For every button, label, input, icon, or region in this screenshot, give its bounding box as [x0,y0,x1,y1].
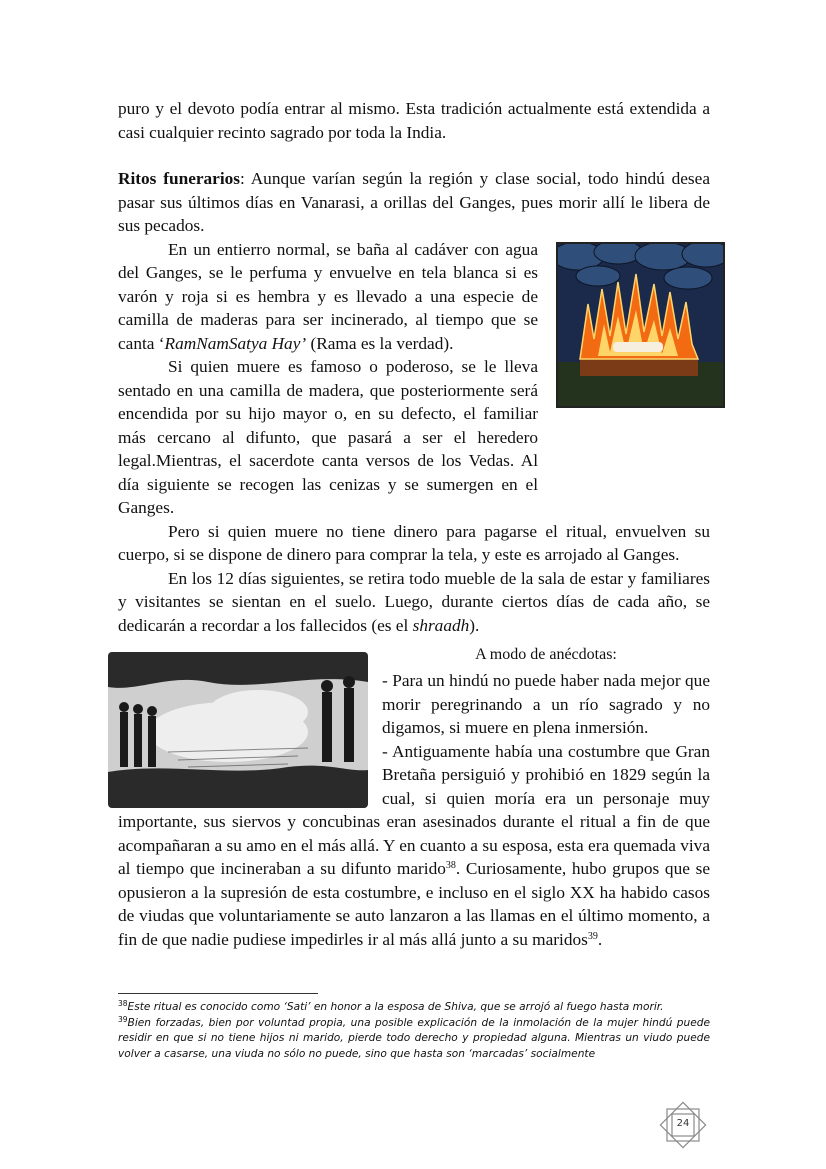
text-block-top [118,97,710,144]
text-run: (Rama es la verdad). [306,333,454,353]
footnote-text: Este ritual es conocido como ‘Sati’ en honor a la esposa de Shiva, que se arrojó al fuego hasta morir. [127,1001,664,1013]
footnote-number: 38 [118,999,128,1008]
paragraph-normal-burial [118,238,538,356]
anecdotes-column [382,646,710,664]
funeral-intro-text: : Aunque varían según la región y clase social, todo hindú desea pasar sus últimos días en Vanarasi, a orillas del Ganges, pues morir allí le libera de sus pecados. [118,169,710,235]
paragraph-poor-death: Pero si quien muere no tiene dinero para pagarse el ritual, envuelven su cuerpo, si se dispone de dinero para comprar la tela, y este es arrojado al Ganges. [118,521,710,564]
page-number-badge [654,1096,712,1154]
text-run: . Curiosamente, hubo grupos que se opusieron a la supresión de esta costumbre, e incluso en el siglo XX ha habido casos de viudas que voluntariamente se auto lanzaron a las llamas en el último momento, a fin de que nadie pudiese impedirles ir al más allá junto a su maridos [118,859,710,949]
pyre-image [556,242,725,408]
text-run-wrap [118,355,538,520]
text-run: En los 12 días siguientes, se retira todo mueble de la sala de estar y familiares y visitantes se sientan en el suelo. Luego, durante ciertos días de cada año, se dedicarán a recordar a los fallecidos (es el [118,568,710,635]
page-number: 24 [676,1118,690,1129]
footnote-38 [118,1000,710,1016]
mantra-italic: RamNamSatya Hay’ [164,333,307,353]
text-run: ). [469,615,480,635]
pyre-illustration [558,244,723,406]
footnotes [118,1000,710,1062]
section-heading: Ritos funerarios [118,169,241,188]
paragraph-top: puro y el devoto podía entrar al mismo. Esta tradición actualmente está extendida a casi cualquier recinto sagrado por toda la India. [118,99,710,142]
text-run: En un entierro normal, se baña al cadáver con agua del Ganges, se le perfuma y envuelve en tela blanca si es varón y roja si es hembra y es llevado a una especie de camilla de maderas para ser incinerado, al tiempo que se canta ‘ [118,239,538,353]
footnote-text: Bien forzadas, bien por voluntad propia, una posible explicación de la inmolación de la mujer hindú puede residir en que si no tiene hijos ni marido, pierde todo derecho y propiedad alguna. Mientras un viudo puede volver a casarse, una viuda no sólo no puede, sino que hasta son ‘marcadas’ socialmente [118,1016,710,1060]
footnote-39 [118,1016,710,1063]
footnote-separator [118,993,318,994]
text-run: Si quien muere es famoso o poderoso, se le lleva sentado en una camilla de madera, que posteriormente será encendida por su hijo mayor o, en su defecto, el familiar más cercano al difunto, que pasará a ser el heredero legal.Mientras, el sacerdote canta versos de los Vedas. Al día siguiente se recogen las cenizas y se sumergen en el Ganges. [118,357,538,517]
anecdote-item-1: - Para un hindú no puede haber nada mejor que morir peregrinando a un río sagrado y no digamos, si muere en plena inmersión. [382,671,710,737]
footnote-ref-38[interactable]: 38 [445,860,456,871]
paragraph-funeral-intro [118,167,710,238]
footnote-ref-39[interactable]: 39 [587,930,598,942]
paragraph-twelve-days [118,567,710,638]
engraving-illustration [108,652,368,808]
text-run: - Antiguamente había una costumbre que Gran Bretaña persiguió y prohibió en 1829 según la cual, si quien moría era un personaje muy importante, sus siervos y concubinas eran asesinados durante el ritual a fin de que acompañaran a su amo en el más allá. Y en cuanto a su esposa, esta era quemada viva al tiempo que incineraban a su difunto marido [118,741,710,878]
engraving-image [108,652,368,808]
anecdotes-heading: A modo de anécdotas: [475,646,617,663]
shraadh-italic: shraadh [412,615,470,635]
text-run: . [597,929,603,949]
footnote-number: 39 [118,1014,128,1024]
